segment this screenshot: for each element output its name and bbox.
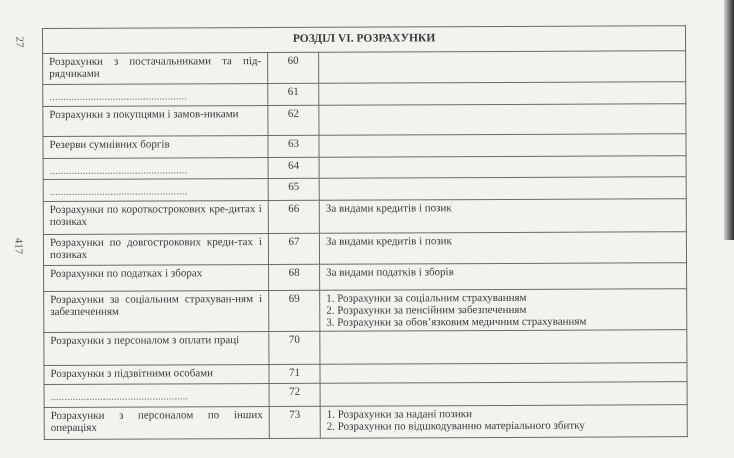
account-subaccounts: За видами кредитів і позик bbox=[319, 199, 686, 234]
account-code: 60 bbox=[268, 52, 319, 83]
account-subaccounts: 1. Розрахунки за надані позики 2. Розрахунки по відшкодуванню матеріального збитку bbox=[320, 405, 687, 439]
table-row bbox=[44, 330, 687, 366]
table-row bbox=[43, 177, 686, 202]
table-row bbox=[43, 232, 686, 266]
account-name: Розрахунки за соціальним страхуван-ням і забезпеченням bbox=[44, 291, 269, 333]
table-row bbox=[43, 199, 686, 235]
account-code: 69 bbox=[269, 290, 320, 331]
account-code: 63 bbox=[268, 135, 319, 157]
table-row bbox=[43, 82, 686, 107]
blank-placeholder: .................................................. bbox=[49, 164, 188, 177]
account-code: 68 bbox=[269, 264, 320, 290]
account-name: Розрахунки з персоналом з оплати праці bbox=[44, 332, 269, 366]
account-name: Розрахунки з персоналом по інших операціях bbox=[44, 407, 269, 440]
account-subaccounts: За видами податків і зборів bbox=[320, 263, 687, 291]
account-name: Розрахунки з постачальниками та під-рядчиками bbox=[43, 53, 268, 85]
account-code: 67 bbox=[268, 233, 319, 264]
account-subaccounts bbox=[319, 82, 686, 106]
table-row bbox=[44, 382, 687, 408]
account-code: 73 bbox=[269, 406, 320, 438]
account-name bbox=[43, 179, 268, 202]
account-code: 61 bbox=[268, 83, 319, 105]
account-name: Резерви сумнівних боргів bbox=[43, 136, 268, 159]
table-row bbox=[44, 263, 687, 292]
table-row bbox=[44, 289, 687, 333]
account-subaccounts bbox=[319, 51, 686, 84]
account-code: 66 bbox=[268, 200, 319, 233]
account-subaccounts bbox=[319, 104, 686, 136]
page-binding-shadow bbox=[724, 0, 734, 240]
account-code: 72 bbox=[269, 383, 320, 406]
account-name bbox=[43, 84, 268, 107]
page-number: 417 bbox=[12, 237, 25, 255]
account-subaccounts bbox=[320, 363, 687, 384]
account-name: Розрахунки по податках і зборах bbox=[44, 265, 269, 292]
account-subaccounts: 1. Розрахунки за соціальним страхуванням 2. Розрахунки за пенсійним забезпеченням 3. Розрахунки за обов’язковим медичним страхуванням bbox=[320, 289, 687, 332]
table-row bbox=[43, 104, 686, 137]
account-code: 64 bbox=[268, 157, 319, 178]
account-name: Розрахунки по короткострокових кре-дитах і позиках bbox=[43, 201, 268, 235]
account-subaccounts bbox=[320, 382, 687, 407]
table-row bbox=[44, 405, 687, 440]
account-name bbox=[44, 384, 269, 408]
account-code: 71 bbox=[269, 364, 320, 383]
table-row bbox=[43, 156, 686, 180]
margin-note: 27 bbox=[13, 36, 26, 48]
account-code: 70 bbox=[269, 331, 320, 364]
table-row bbox=[43, 134, 686, 159]
account-subaccounts bbox=[319, 134, 686, 158]
account-subaccounts bbox=[319, 177, 686, 201]
account-name: Розрахунки з покупцями і замов-никами bbox=[43, 106, 268, 137]
account-subaccounts bbox=[320, 330, 687, 365]
blank-placeholder: .................................................. bbox=[49, 185, 188, 198]
account-name bbox=[43, 158, 268, 180]
account-name: Розрахунки з підзвітними особами bbox=[44, 365, 269, 385]
account-subaccounts: За видами кредитів і позик bbox=[319, 232, 686, 265]
table-row bbox=[43, 51, 686, 85]
account-subaccounts bbox=[319, 156, 686, 179]
blank-placeholder: .................................................. bbox=[50, 390, 189, 403]
accounts-table bbox=[42, 25, 688, 440]
account-code: 62 bbox=[268, 105, 319, 135]
account-name: Розрахунки по довгострокових креди-тах і позиках bbox=[43, 234, 268, 266]
account-code: 65 bbox=[268, 178, 319, 200]
blank-placeholder: .................................................. bbox=[49, 90, 187, 103]
section-title: РОЗДІЛ VI. РОЗРАХУНКИ bbox=[43, 26, 686, 54]
